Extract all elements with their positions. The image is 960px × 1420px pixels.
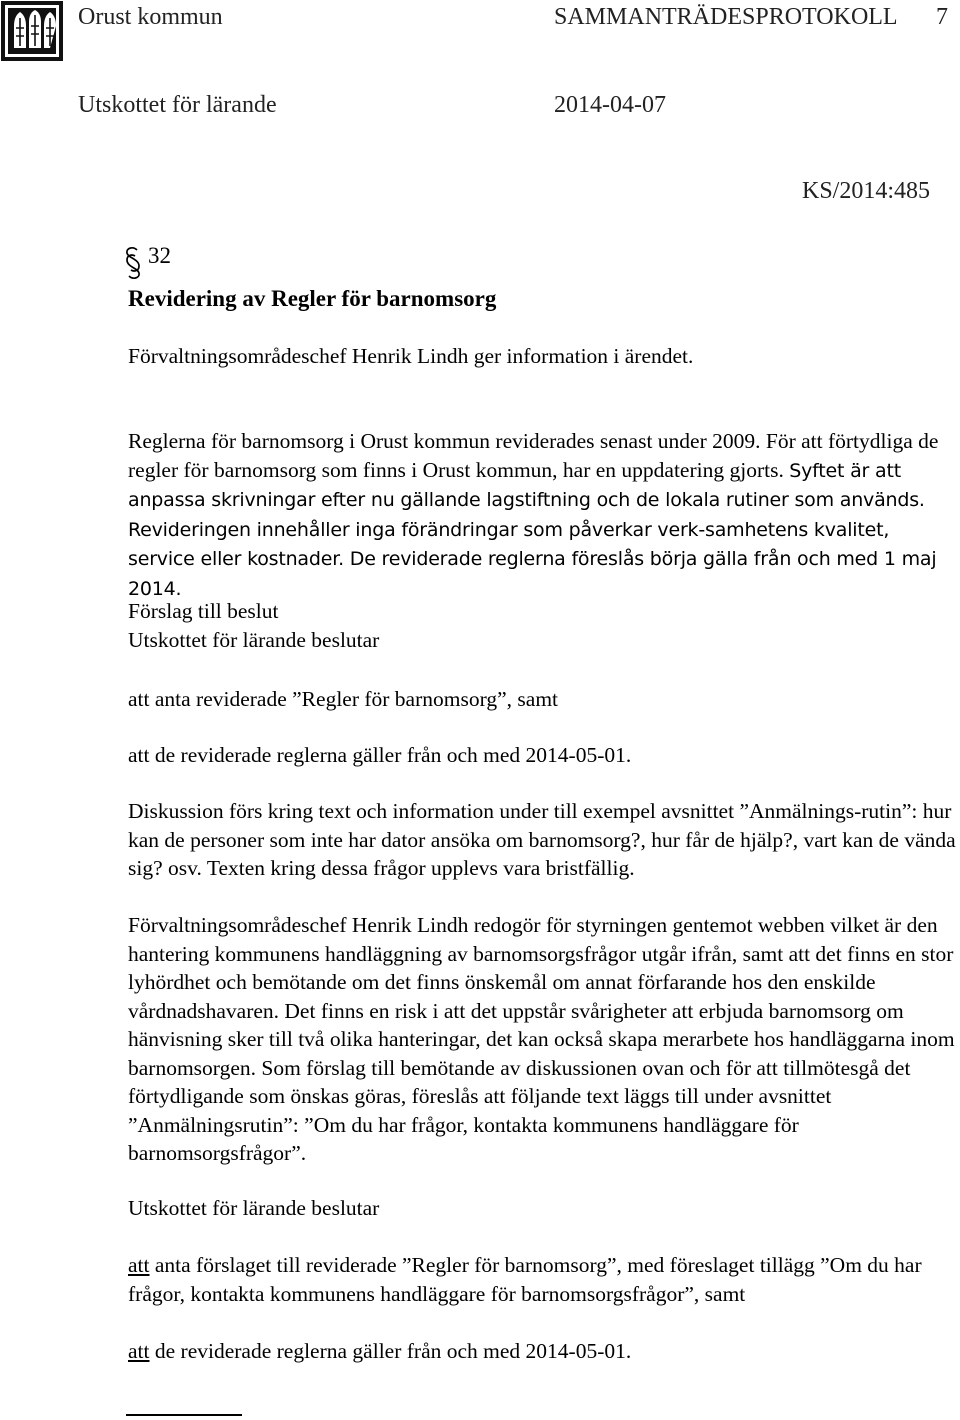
background-text-part1: Reglerna för barnomsorg i Orust kommun reviderades senast under 2009. För att förtydliga de regler för barnomsorg som finns i Orust kommun, har en uppdatering gjorts. <box>128 429 939 482</box>
decision-att-1 <box>128 1251 958 1308</box>
signature-line <box>126 1414 242 1416</box>
proposal-att-1: att anta reviderade ”Regler för barnomsorg”, samt <box>128 687 559 711</box>
page-number: 7 <box>936 4 948 30</box>
case-number: KS/2014:485 <box>802 178 931 204</box>
decision-heading: Utskottet för lärande beslutar <box>128 1196 380 1220</box>
att-word: att <box>128 1253 150 1277</box>
section-number: 32 <box>148 243 171 268</box>
document-type: SAMMANTRÄDESPROTOKOLL <box>554 4 898 30</box>
background-text-part2: Syftet är att anpassa skrivningar efter nu gällande lagstiftning och de lokala rutiner som används. Revideringen innehåller inga förändringar som påverkar verk-samhetens kvalitet, service eller kostnader. De reviderade reglerna föreslås börja gälla från och med 1 maj 2014. <box>128 459 937 600</box>
att-word: att <box>128 1339 150 1363</box>
proposal-heading: Förslag till beslut <box>128 599 279 623</box>
decision-att-1-text: anta förslaget till reviderade ”Regler för barnomsorg”, med föreslaget tillägg ”Om du har frågor, kontakta kommunens handläggare för barnomsorgsfrågor”, samt <box>128 1253 922 1306</box>
info-paragraph: Förvaltningsområdeschef Henrik Lindh ger information i ärendet. <box>128 344 694 368</box>
discussion-paragraph: Diskussion förs kring text och information under till exempel avsnittet ”Anmälnings-rutin”: hur kan de personer som inte har dator ansöka om barnomsorg?, hur får de hjälp?, vart kan de vända sig? osv. Texten kring dessa frågor upplevs vara bristfällig. <box>128 799 956 880</box>
background-paragraph <box>128 427 958 603</box>
committee-name: Utskottet för lärande <box>78 92 277 118</box>
proposal-att-2: att de reviderade reglerna gäller från och med 2014-05-01. <box>128 743 632 767</box>
decision-att-2 <box>128 1337 958 1366</box>
section-sign-icon <box>122 246 144 280</box>
meeting-date: 2014-04-07 <box>554 92 666 118</box>
decision-att-2-text: de reviderade reglerna gäller från och med 2014-05-01. <box>149 1339 632 1363</box>
municipality-logo-icon <box>0 0 64 62</box>
lindh-statement-paragraph: Förvaltningsområdeschef Henrik Lindh redogör för styrningen gentemot webben vilket är den hantering kommunens handläggning av barnomsorgsfrågor utgår ifrån, samt att det finns en stor lyhördhet och bemötande om det finns önskemål om annat förfarande hos den enskilde vårdnadshavaren. Det finns en risk i att det uppstår svårigheter att erbjuda barnomsorg om hänvisning sker till två olika hanteringar, det kan också skapa merarbete hos handläggarna inom barnomsorgen. Som förslag till bemötande av diskussionen ovan och för att tillmötesgå det förtydligande som önskas göras, föreslås att följande text läggs till under avsnittet ”Anmälningsrutin”: ”Om du har frågor, kontakta kommunens handläggare för barnomsorgsfrågor”. <box>128 913 955 1165</box>
proposal-decides: Utskottet för lärande beslutar <box>128 628 380 652</box>
section-title: Revidering av Regler för barnomsorg <box>128 286 497 311</box>
municipality-name: Orust kommun <box>78 4 223 30</box>
